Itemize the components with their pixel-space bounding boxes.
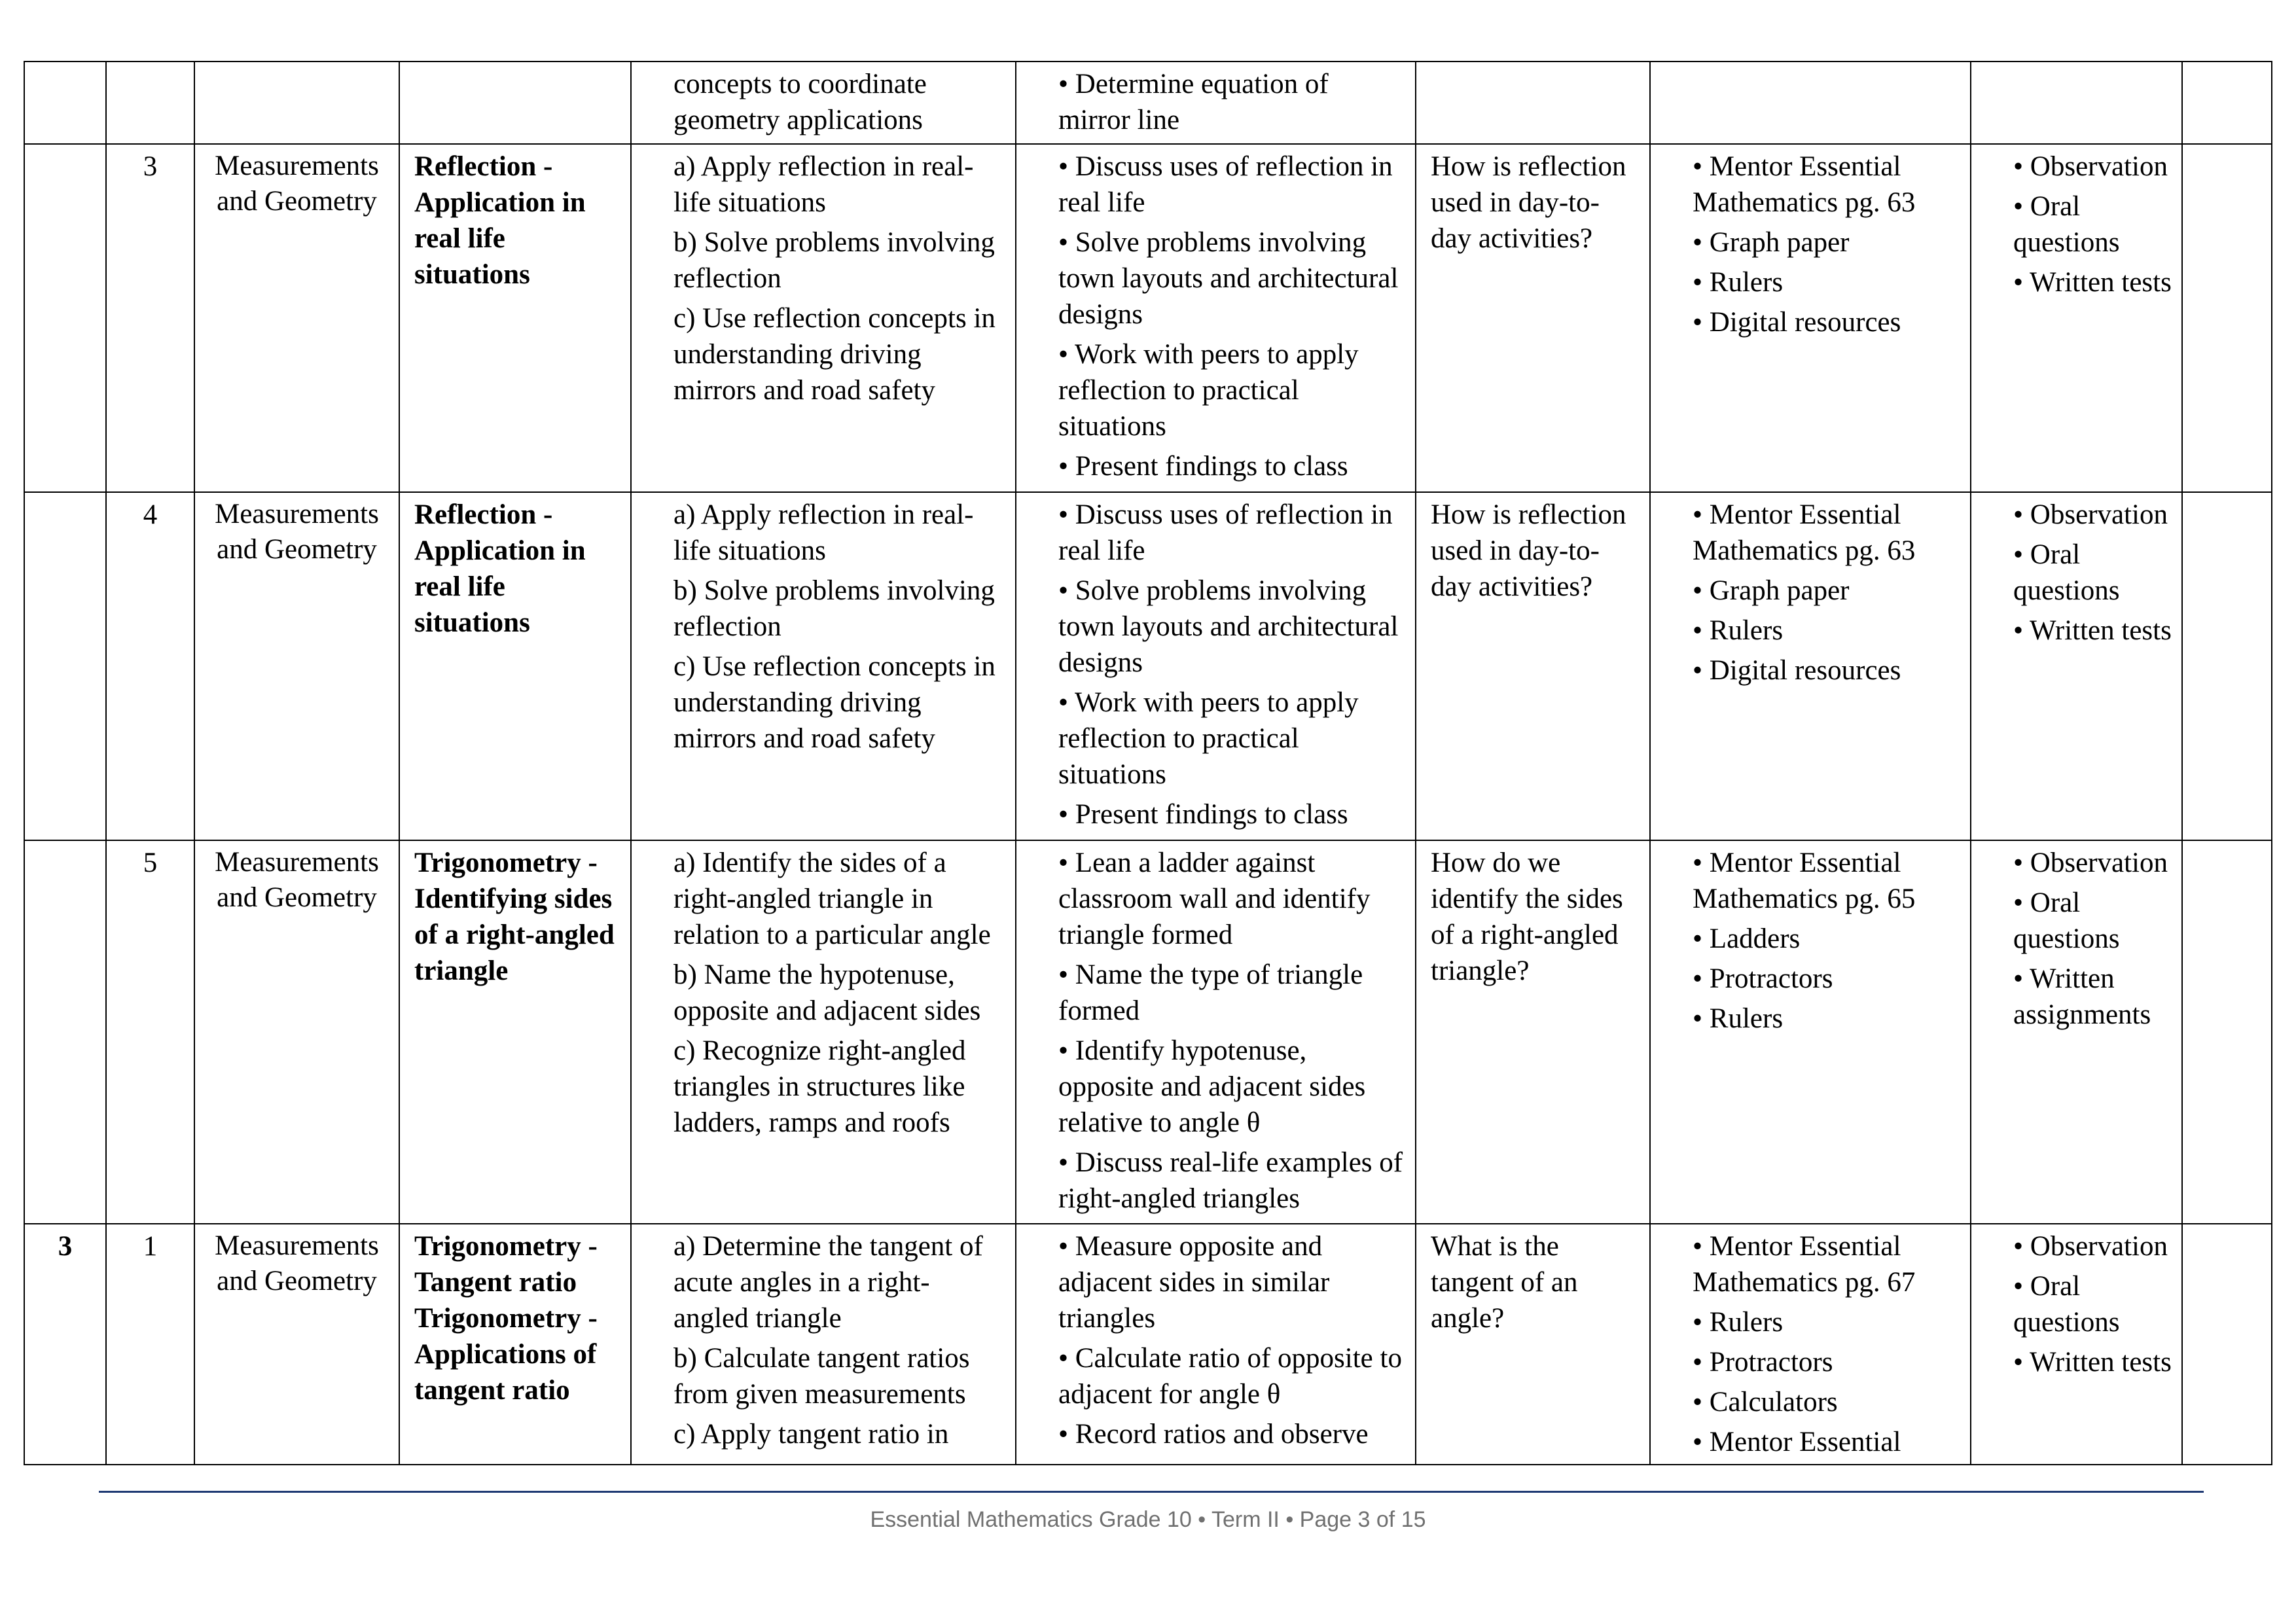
week-cell — [24, 144, 106, 492]
learning-experience: • Calculate ratio of opposite to adjacent for angle θ — [1058, 1343, 1402, 1410]
strand-text: Measurements and Geometry — [215, 1230, 379, 1296]
remarks-cell — [2182, 840, 2272, 1224]
learning-experiences-cell — [1016, 62, 1416, 144]
assessment-cell — [1971, 492, 2182, 840]
learning-outcome: a) Apply reflection in real-life situations — [673, 499, 974, 566]
learning-outcome: concepts to coordinate geometry applications — [673, 69, 927, 135]
learning-outcomes-cell — [631, 492, 1016, 840]
learning-experience: • Present findings to class — [1058, 799, 1348, 830]
learning-experience: • Work with peers to apply reflection to practical situations — [1058, 339, 1359, 442]
learning-outcome: b) Calculate tangent ratios from given measurements — [673, 1343, 970, 1410]
assessment-cell — [1971, 144, 2182, 492]
lesson-cell — [106, 1224, 194, 1465]
assessment-method: • Oral questions — [2013, 1271, 2120, 1338]
lesson-number: 4 — [143, 499, 158, 530]
remarks-cell — [2182, 144, 2272, 492]
key-inquiry-question-cell — [1416, 840, 1650, 1224]
key-inquiry-question: How is reflection used in day-to-day activities? — [1431, 499, 1626, 602]
week-cell — [24, 840, 106, 1224]
learning-outcome: b) Solve problems involving reflection — [673, 227, 995, 294]
learning-outcome: b) Solve problems involving reflection — [673, 575, 995, 642]
week-number: 3 — [58, 1231, 73, 1262]
assessment-method: • Written tests — [2013, 267, 2172, 298]
table-row — [24, 144, 2272, 492]
learning-outcome: a) Apply reflection in real-life situations — [673, 151, 974, 218]
learning-experience: • Solve problems involving town layouts and architectural designs — [1058, 575, 1399, 678]
key-inquiry-question: How is reflection used in day-to-day activities? — [1431, 151, 1626, 254]
strand-text: Measurements and Geometry — [215, 499, 379, 565]
assessment-method: • Oral questions — [2013, 191, 2120, 258]
learning-outcome: a) Determine the tangent of acute angles in a right-angled triangle — [673, 1231, 983, 1334]
learning-outcomes-cell — [631, 144, 1016, 492]
learning-experience: • Discuss real-life examples of right-angled triangles — [1058, 1147, 1403, 1214]
sub-strand-cell — [399, 62, 631, 144]
learning-experience: • Lean a ladder against classroom wall and identify triangle formed — [1058, 847, 1371, 950]
lesson-number: 5 — [143, 847, 158, 878]
key-inquiry-question: How do we identify the sides of a right-angled triangle? — [1431, 847, 1623, 986]
sub-strand-cell — [399, 840, 631, 1224]
learning-experience: • Measure opposite and adjacent sides in similar triangles — [1058, 1231, 1330, 1334]
learning-resource: • Mentor Essential Mathematics pg. 67 — [1693, 1231, 1916, 1298]
learning-resource: • Rulers — [1693, 1003, 1784, 1034]
learning-resources-cell — [1650, 62, 1971, 144]
learning-experience: • Work with peers to apply reflection to practical situations — [1058, 687, 1359, 790]
assessment-cell — [1971, 840, 2182, 1224]
assessment-method: • Written tests — [2013, 1347, 2172, 1378]
table-row — [24, 62, 2272, 144]
learning-resources-cell — [1650, 492, 1971, 840]
key-inquiry-question-cell — [1416, 62, 1650, 144]
footer-divider — [99, 1491, 2204, 1493]
learning-experiences-cell — [1016, 840, 1416, 1224]
week-cell — [24, 1224, 106, 1465]
learning-experience: • Name the type of triangle formed — [1058, 959, 1363, 1026]
lesson-cell — [106, 144, 194, 492]
learning-outcomes-cell — [631, 1224, 1016, 1465]
assessment-method: • Observation — [2013, 499, 2168, 530]
assessment-method: • Written tests — [2013, 615, 2172, 646]
learning-resource: • Digital resources — [1693, 307, 1901, 338]
strand-cell — [194, 492, 399, 840]
assessment-method: • Written assignments — [2013, 963, 2151, 1030]
learning-resource: • Mentor Essential — [1693, 1427, 1901, 1457]
strand-text: Measurements and Geometry — [215, 151, 379, 217]
lesson-cell — [106, 840, 194, 1224]
table-row — [24, 1224, 2272, 1465]
sub-strand-cell — [399, 1224, 631, 1465]
assessment-method: • Observation — [2013, 1231, 2168, 1262]
learning-resource: • Digital resources — [1693, 655, 1901, 686]
learning-outcome: c) Recognize right-angled triangles in structures like ladders, ramps and roofs — [673, 1035, 966, 1138]
learning-resource: • Graph paper — [1693, 575, 1850, 606]
learning-experience: • Determine equation of mirror line — [1058, 69, 1329, 135]
learning-experiences-cell — [1016, 1224, 1416, 1465]
table-row — [24, 840, 2272, 1224]
table-row — [24, 492, 2272, 840]
sub-strand-text: Reflection - Application in real life situations — [414, 499, 586, 638]
learning-experience: • Discuss uses of reflection in real life — [1058, 151, 1393, 218]
learning-experience: • Discuss uses of reflection in real life — [1058, 499, 1393, 566]
learning-outcomes-cell — [631, 840, 1016, 1224]
week-cell — [24, 62, 106, 144]
sub-strand-text: Trigonometry - Applications of tangent ratio — [414, 1303, 598, 1406]
table-body — [24, 62, 2272, 1465]
page-footer: Essential Mathematics Grade 10 • Term II • Page 3 of 15 — [870, 1507, 1426, 1532]
strand-cell — [194, 840, 399, 1224]
learning-experience: • Present findings to class — [1058, 451, 1348, 482]
learning-resource: • Rulers — [1693, 267, 1784, 298]
strand-cell — [194, 144, 399, 492]
key-inquiry-question-cell — [1416, 492, 1650, 840]
assessment-cell — [1971, 1224, 2182, 1465]
learning-outcome: c) Use reflection concepts in understanding driving mirrors and road safety — [673, 651, 996, 754]
lesson-cell — [106, 62, 194, 144]
learning-experiences-cell — [1016, 144, 1416, 492]
assessment-method: • Observation — [2013, 847, 2168, 878]
sub-strand-text: Trigonometry - Identifying sides of a right-angled triangle — [414, 847, 615, 986]
learning-outcome: c) Use reflection concepts in understanding driving mirrors and road safety — [673, 303, 996, 406]
learning-resource: • Mentor Essential Mathematics pg. 63 — [1693, 499, 1916, 566]
learning-outcome: c) Apply tangent ratio in — [673, 1419, 949, 1450]
assessment-method: • Observation — [2013, 151, 2168, 182]
remarks-cell — [2182, 62, 2272, 144]
lesson-number: 3 — [143, 151, 158, 182]
key-inquiry-question-cell — [1416, 1224, 1650, 1465]
strand-text: Measurements and Geometry — [215, 847, 379, 913]
learning-outcome: b) Name the hypotenuse, opposite and adjacent sides — [673, 959, 981, 1026]
learning-resource: • Calculators — [1693, 1387, 1838, 1418]
learning-resource: • Rulers — [1693, 1307, 1784, 1338]
lesson-number: 1 — [143, 1231, 158, 1262]
remarks-cell — [2182, 492, 2272, 840]
learning-resource: • Protractors — [1693, 963, 1833, 994]
learning-resource: • Protractors — [1693, 1347, 1833, 1378]
learning-experience: • Record ratios and observe — [1058, 1419, 1369, 1450]
assessment-cell — [1971, 62, 2182, 144]
learning-experience: • Identify hypotenuse, opposite and adjacent sides relative to angle θ — [1058, 1035, 1366, 1138]
remarks-cell — [2182, 1224, 2272, 1465]
learning-resource: • Rulers — [1693, 615, 1784, 646]
learning-resource: • Mentor Essential Mathematics pg. 65 — [1693, 847, 1916, 914]
sub-strand-text: Reflection - Application in real life situations — [414, 151, 586, 290]
learning-resources-cell — [1650, 840, 1971, 1224]
learning-outcomes-cell — [631, 62, 1016, 144]
learning-resources-cell — [1650, 144, 1971, 492]
learning-outcome: a) Identify the sides of a right-angled triangle in relation to a particular angle — [673, 847, 991, 950]
learning-resources-cell — [1650, 1224, 1971, 1465]
key-inquiry-question-cell — [1416, 144, 1650, 492]
learning-resource: • Ladders — [1693, 923, 1801, 954]
learning-experience: • Solve problems involving town layouts and architectural designs — [1058, 227, 1399, 330]
sub-strand-cell — [399, 492, 631, 840]
lesson-cell — [106, 492, 194, 840]
assessment-method: • Oral questions — [2013, 887, 2120, 954]
scheme-of-work-table — [24, 61, 2272, 1465]
sub-strand-text: Trigonometry - Tangent ratio — [414, 1231, 598, 1298]
assessment-method: • Oral questions — [2013, 539, 2120, 606]
strand-cell — [194, 62, 399, 144]
key-inquiry-question: What is the tangent of an angle? — [1431, 1231, 1578, 1334]
learning-resource: • Mentor Essential Mathematics pg. 63 — [1693, 151, 1916, 218]
sub-strand-cell — [399, 144, 631, 492]
strand-cell — [194, 1224, 399, 1465]
week-cell — [24, 492, 106, 840]
learning-experiences-cell — [1016, 492, 1416, 840]
learning-resource: • Graph paper — [1693, 227, 1850, 258]
